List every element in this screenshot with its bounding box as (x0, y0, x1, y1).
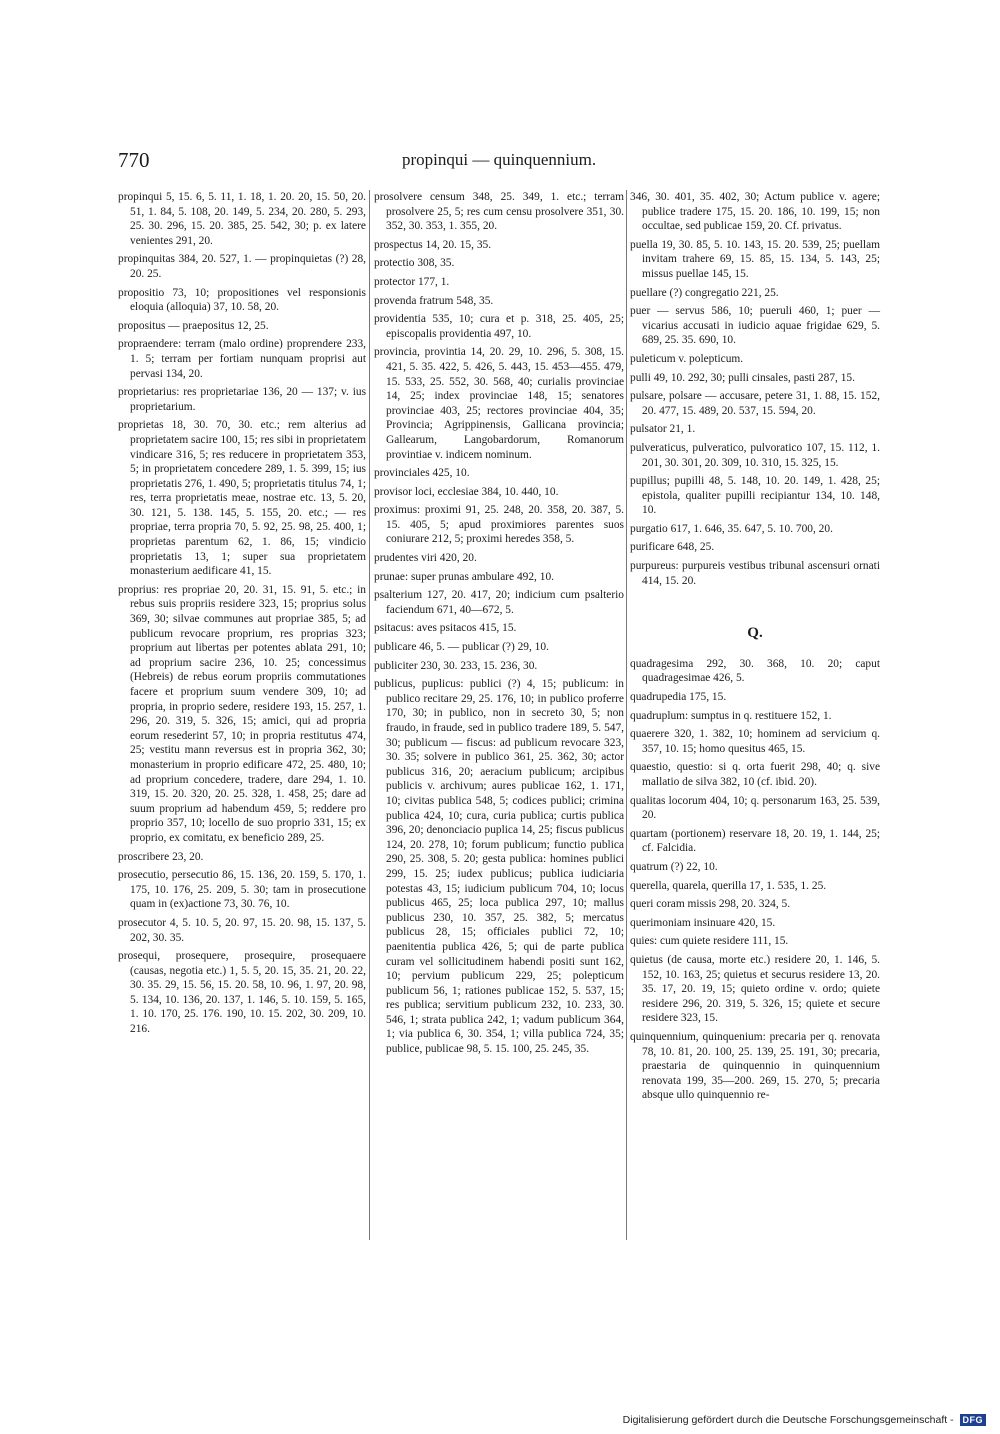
index-entry: prosecutor 4, 5. 10. 5, 20. 97, 15. 20. 98, 15. 137, 5. 202, 30. 35. (118, 916, 366, 944)
index-entry: psitacus: aves psitacos 415, 15. (374, 622, 517, 635)
page-number: 770 (118, 148, 150, 172)
index-entry: provincia, provintia 14, 20. 29, 10. 296, 5. 308, 15. 421, 5. 35. 422, 5. 426, 5. 443, 15. 453—455. 479, 15. 533, 25. 552, 30. 568, 40; curialis provinciae 14, 25; index provinciae 148, 15; senatores provinciae 403, 25; rectores provinciae 404, 35; Provincia; Agrippinensis, Gallicana provincia; Gallearum, Langobardorum, Romanorum provintiae v. indicem nominum. (374, 346, 624, 461)
index-entry: querimoniam insinuare 420, 15. (630, 916, 776, 929)
index-entry: quies: cum quiete residere 111, 15. (630, 935, 789, 948)
index-entry: publiciter 230, 30. 233, 15. 236, 30. (374, 659, 538, 672)
index-entry: pupillus; pupilli 48, 5. 148, 10. 20. 149, 1. 428, 25; epistola, qualiter pupilli recipiantur 134, 10. 148, 10. (630, 475, 880, 517)
index-entry: pulsare, polsare — accusare, petere 31, 1. 88, 15. 152, 20. 477, 15. 489, 20. 537, 15. 594, 20. (630, 390, 880, 417)
index-entry: publicus, puplicus: publici (?) 4, 15; publicum: in publico recitare 29, 25. 176, 10; in publico proferre 170, 30; in publico, non in secreto 30, 5; non fraudo, in fraude, sed in publico tradere 189, 5. 547, 30; publicum — fiscus: ad publicum revocare 323, 30. 35; solvere in publico 361, 25. 362, 30; actor publicus 316, 20; aeracium publicum; arcipibus publicis v. archivum; aures publicae 162, 1. 171, 10; civitas publica 548, 5; codices publici; crimina publica 424, 10; cura, curia publica; curtis publica 396, 20; denonciacio puplica 14, 25; fiscus publicus 124, 20. 278, 10; forum publicum; functio publica 290, 25. 308, 5. 20; gesta publica: homines publici 299, 15. 25; iudex publicus; publica iudiciaria potestas 43, 15; iudicium publicum 704, 10; locus publicus 465, 25; loca publica 297, 10; mallus publicus 230, 10. 357, 25. 382, 5; mercatus publicus 28, 15; officiales publici 72, 10; paenitentia publica 426, 5; qui de parte publica curam vel sollicitudinem habendi positi sunt 162, 10; pervium publicum 229, 25; polepticum publicum 56, 1; rationes publicae 152, 5. 537, 15; res publica; servitium publicum 232, 10. 233, 30. 546, 1; strata publica 242, 1; vadum publicum 364, 1; via publica 6, 30. 354, 1; villa publica 724, 35; publice, publicae 98, 5. 15. 100, 25. 245, 35. (374, 678, 624, 1056)
index-entry: purgatio 617, 1. 646, 35. 647, 5. 10. 700, 20. (630, 522, 833, 535)
index-entry: propositus — praepositus 12, 25. (118, 319, 269, 332)
column-divider-left (369, 190, 370, 1240)
section-letter-q: Q. (747, 625, 763, 642)
index-entry: queri coram missis 298, 20. 324, 5. (630, 898, 791, 911)
index-entry: publicare 46, 5. — publicar (?) 29, 10. (374, 641, 549, 654)
index-entry: proprietarius: res proprietariae 136, 20 — 137; v. ius proprietarium. (118, 386, 366, 413)
index-entry: quaestio, questio: si q. orta fuerit 298, 40; q. sive mallatio de silva 382, 10 (cf. ibid. 20). (630, 761, 880, 788)
index-entry: quadrupedia 175, 15. (630, 691, 727, 704)
index-entry: 346, 30. 401, 35. 402, 30; Actum publice v. agere; publice tradere 175, 15. 20. 186, 10. 199, 15; non occultae, sed publicae 159, 20. Cf. privatus. (630, 191, 880, 233)
index-column-right (630, 190, 880, 1107)
index-entry: puleticum v. polepticum. (630, 352, 744, 365)
index-entry: pulsator 21, 1. (630, 423, 696, 436)
digitization-footer (623, 1414, 986, 1426)
index-entry: prosecutio, persecutio 86, 15. 136, 20. 159, 5. 170, 1. 175, 10. 176, 25. 209, 5. 30; tam in prosecutione quam in (ex)actione 73, 30. 76, 10. (118, 869, 366, 911)
index-entry: pulveraticus, pulveratico, pulvoratico 107, 15. 112, 1. 201, 30. 301, 20. 309, 10. 310, 15. 325, 15. (630, 441, 880, 469)
index-entry: provisor loci, ecclesiae 384, 10. 440, 10. (374, 485, 559, 498)
index-entry: propraendere: terram (malo ordine) proprendere 233, 1. 5; terram per fortiam nunquam proprisi aut pervasi 134, 20. (118, 338, 366, 380)
footer-text: Digitalisierung gefördert durch die Deutsche Forschungsgemeinschaft - (622, 1414, 954, 1426)
index-entry: quadruplum: sumptus in q. restituere 152, 1. (630, 709, 832, 722)
index-entry: provenda fratrum 548, 35. (374, 294, 494, 307)
column-divider-right (626, 190, 627, 1240)
index-entry: proprius: res propriae 20, 20. 31, 15. 91, 5. etc.; in rebus suis propriis residere 323, 15; proprius solus 369, 30; silvae communes aut propriae 385, 5; ad publicum revocare proprium, res proprias 323; proprium aut libertas per potentes ablata 291, 10; ad proprium sacire 236, 10. 25; concessimus (Hebreis) de rebus eorum propriis commutationes facere et proprium suum vendere 309, 10; ad propria, in proprio sedere, residere 193, 15. 257, 1. 296, 20. 319, 5. 326, 15; amici, qui ad propria eorum resederint 57, 10; in propria restitutus 474, 25; vestitu mann reversus est in propria 362, 30; monasterium in proprio edificare 472, 25. 480, 10; ad proprium concedere, tradere, dare 294, 1. 10. 319, 15. 20. 320, 20. 25. 328, 1. 458, 25; dare ad suum proprium ad habendum 459, 5; reddere pro proprio 357, 10; locello de suo proprio 331, 15; ex proprio, ex comitatu, ex beneficio 289, 25. (118, 583, 366, 844)
index-entry: querella, quarela, querilla 17, 1. 535, 1. 25. (630, 879, 827, 892)
index-entry: protectio 308, 35. (374, 257, 455, 270)
index-entry: quatrum (?) 22, 10. (630, 860, 718, 873)
index-entry: qualitas locorum 404, 10; q. personarum 163, 25. 539, 20. (630, 794, 880, 822)
index-entry: proprietas 18, 30. 70, 30. etc.; rem alterius ad proprietatem sacire 100, 15; res sibi in proprietatem vindicare 316, 5; res reducere in proprietatem 353, 5; in proprietatem concedere 289, 1. 5. 399, 15; ius proprietatis 276, 1. 490, 5; proprietatis titulus 74, 1; res, terra proprietatis meae, nostrae etc. 13, 5. 20, 30. 121, 5. 138. 145, 5. 155, 20. etc.; — res propriae, terra propria 70, 5. 92, 25. 98, 25. 400, 1; proprietas parentum 62, 1. 86, 15; vindicio proprietatis 13, 1; super sua proprietatem monasterium aedificare 41, 15. (118, 419, 366, 578)
index-entry: quietus (de causa, morte etc.) residere 20, 1. 146, 5. 152, 10. 163, 25; quietus et securus residere 13, 20. 35. 17, 20. 19, 15; quieto ordine v. ordo; quiete residere 296, 20. 319, 5. 326, 15; quiete et secure residere 323, 15. (630, 953, 880, 1025)
index-entry: purpureus: purpureis vestibus tribunal ascensuri ornati 414, 15. 20. (630, 560, 880, 587)
index-entry: prunae: super prunas ambulare 492, 10. (374, 570, 554, 583)
index-entry: providentia 535, 10; cura et p. 318, 25. 405, 25; episcopalis providentia 497, 10. (374, 313, 624, 340)
index-entry: proscribere 23, 20. (118, 850, 204, 863)
index-entry: prospectus 14, 20. 15, 35. (374, 238, 492, 251)
index-entry: puellare (?) congregatio 221, 25. (630, 286, 779, 299)
index-entry: propinqui 5, 15. 6, 5. 11, 1. 18, 1. 20. 20, 15. 50, 20. 51, 1. 84, 5. 108, 20. 149, 5. 234, 20. 280, 5. 293, 25. 30. 296, 15. 20. 385, 25. 542, 30; p. ex latere venientes 291, 20. (118, 191, 366, 247)
index-entry: provinciales 425, 10. (374, 467, 470, 480)
dfg-logo: DFG (960, 1414, 987, 1426)
index-column-left (118, 190, 366, 1041)
index-entry: quadragesima 292, 30. 368, 10. 20; caput quadragesimae 426, 5. (630, 657, 880, 685)
index-entry: pulli 49, 10. 292, 30; pulli cinsales, pasti 287, 15. (630, 371, 855, 384)
index-entry: protector 177, 1. (374, 275, 450, 288)
index-entry: quaerere 320, 1. 382, 10; hominem ad servicium q. 357, 10. 15; homo quesitus 465, 15. (630, 728, 880, 755)
index-column-middle (374, 190, 624, 1061)
running-head: propinqui — quinquennium. (402, 150, 597, 169)
index-entry: psalterium 127, 20. 417, 20; indicium cum psalterio faciendum 671, 40—672, 5. (374, 589, 624, 616)
index-entry: prudentes viri 420, 20. (374, 552, 477, 565)
index-entry: propositio 73, 10; propositiones vel responsionis eloquia (alloquia) 37, 10. 58, 20. (118, 286, 366, 314)
index-entry: purificare 648, 25. (630, 541, 715, 554)
index-entry: puer — servus 586, 10; pueruli 460, 1; puer — vicarius accusati in iudicio aquae frigidae 629, 5. 689, 25. 35. 690, 10. (630, 305, 880, 347)
index-entry: prosequi, prosequere, prosequire, prosequaere (causas, negotia etc.) 1, 5. 5, 20. 15, 35. 21, 20. 22, 30. 35. 29, 15. 56, 15. 20. 58, 10. 96, 1. 97, 20. 98, 5. 134, 10. 136, 20. 137, 1. 146, 5. 10. 159, 5. 165, 1. 10. 170, 25. 176. 190, 10. 15. 202, 30. 209, 10. 216. (118, 950, 366, 1036)
index-entry: propinquitas 384, 20. 527, 1. — propinquietas (?) 28, 20. 25. (118, 253, 366, 280)
index-entry: quinquennium, quinquenium: precaria per q. renovata 78, 10. 81, 20. 100, 25. 139, 25. 191, 30; precaria, praestaria de quinquennio in quinquennium renovata 199, 35—200. 269, 15. 270, 5; precaria absque ullo quinquennio re- (630, 1030, 880, 1102)
index-entry: puella 19, 30. 85, 5. 10. 143, 15. 20. 539, 25; puellam invitam trahere 69, 15. 85, 15. 134, 5. 143, 25; missus puellae 145, 15. (630, 238, 880, 280)
index-entry: proximus: proximi 91, 25. 248, 20. 358, 20. 387, 5. 15. 405, 5; apud proximiores parentes suos coniurare 212, 5; proximi heredes 358, 5. (374, 504, 624, 546)
index-entry: quartam (portionem) reservare 18, 20. 19, 1. 144, 25; cf. Falcidia. (630, 827, 880, 855)
index-entry: prosolvere censum 348, 25. 349, 1. etc.; terram prosolvere 25, 5; res cum censu prosolvere 351, 30. 352, 30. 353, 1. 355, 20. (374, 191, 624, 233)
